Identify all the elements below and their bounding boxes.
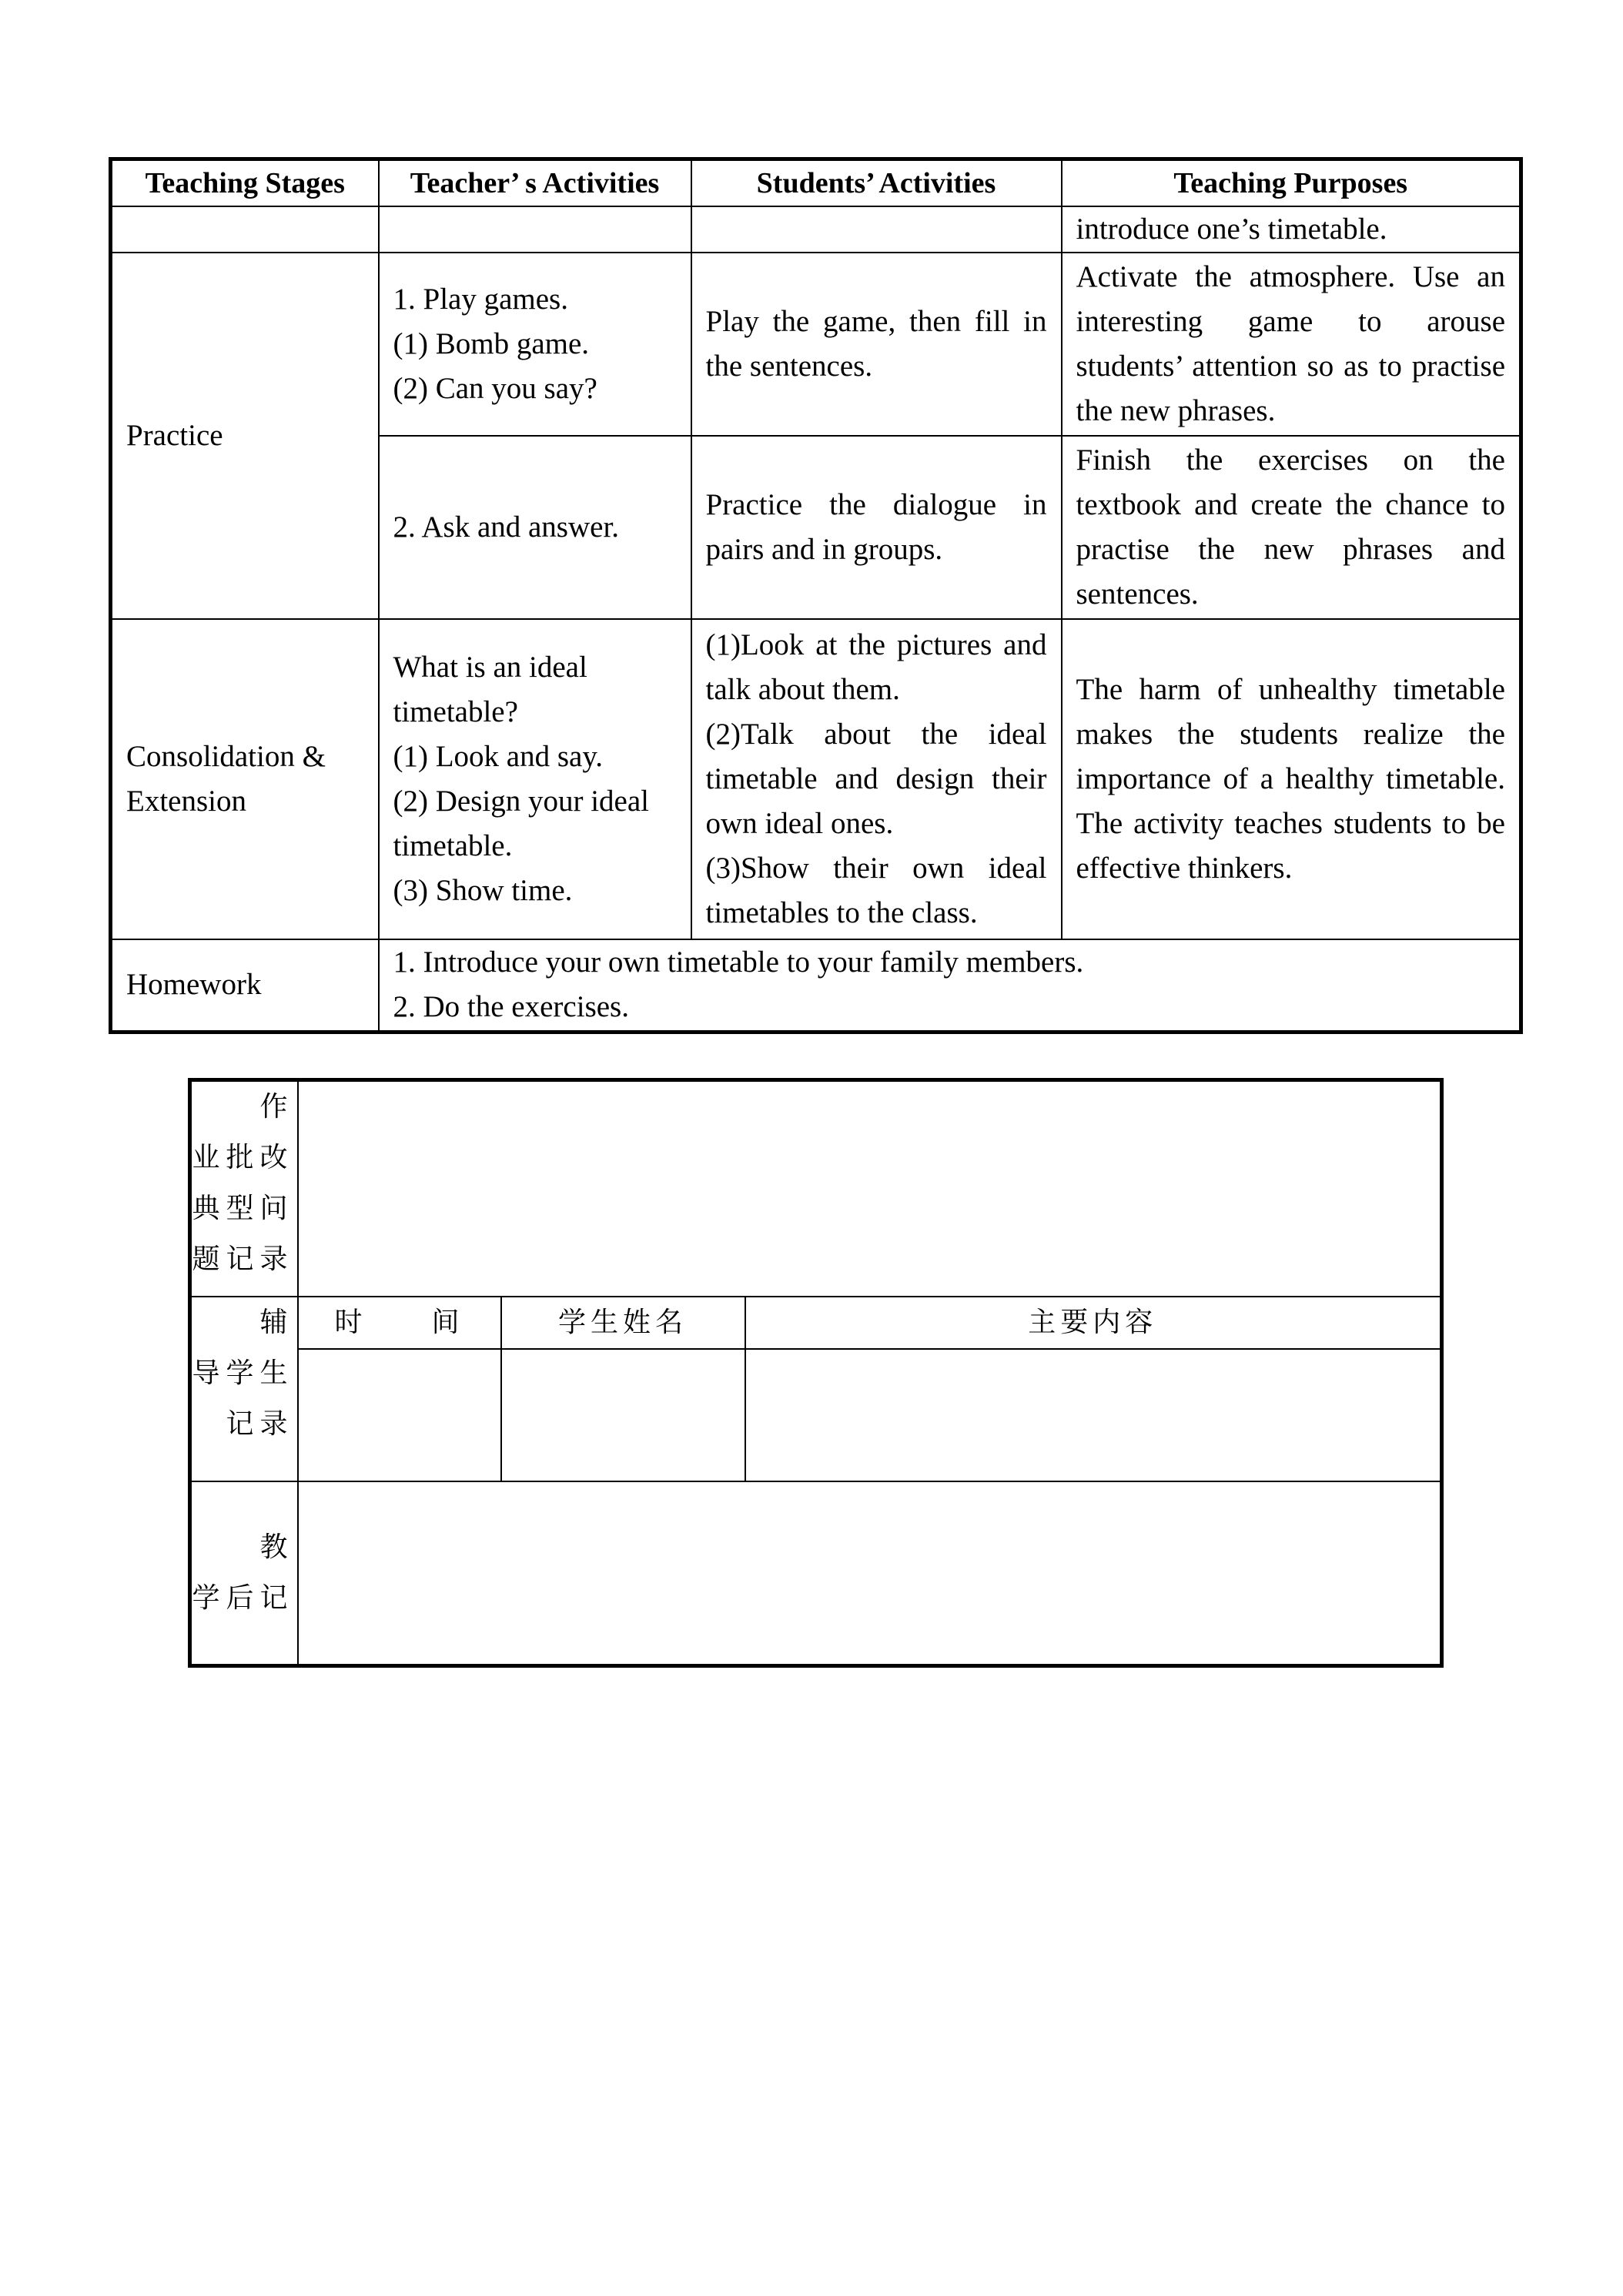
list-item: (3)Show their own ideal timetables to the class. [705, 852, 1047, 929]
table-row [190, 1297, 1442, 1349]
reflection-field[interactable] [298, 1481, 1442, 1666]
stage-consolidation-extension: Consolidation & Extension [111, 619, 379, 939]
practice-teaching-purpose-2: Finish the exercises on the textbook and create the chance to practise the new phrases and sentences. [1062, 436, 1521, 619]
consolidation-teaching-purpose: The harm of unhealthy timetable makes the students realize the importance of a healthy timetable. The activity teaches students to be effective thinkers. [1062, 619, 1521, 939]
list-item: 1. Play games. [393, 283, 568, 316]
homework-issues-label: 作 业批改 典型问 题记录 [190, 1080, 298, 1297]
table-row [190, 1349, 1442, 1481]
header-teaching-purposes: Teaching Purposes [1062, 159, 1521, 207]
practice-teacher-activity-2: 2. Ask and answer. [379, 436, 691, 619]
header-teaching-stages: Teaching Stages [111, 159, 379, 207]
table-row [111, 619, 1521, 939]
list-item: (3) Show time. [393, 874, 573, 907]
practice-teacher-activities [379, 253, 691, 436]
continued-purpose-cell: introduce one’s timetable. [1062, 206, 1521, 253]
empty-cell [111, 206, 379, 253]
lesson-plan-table [109, 157, 1523, 1034]
list-item: (2)Talk about the ideal timetable and design their own ideal ones. [705, 718, 1047, 840]
consolidation-students-activities [691, 619, 1062, 939]
table-row [111, 939, 1521, 1032]
empty-cell [691, 206, 1062, 253]
table-row [111, 253, 1521, 436]
homework-issues-field[interactable] [298, 1080, 1442, 1297]
tutoring-time-field[interactable] [298, 1349, 501, 1481]
teaching-record-table [188, 1078, 1444, 1668]
list-item: (1) Bomb game. [393, 327, 590, 360]
tutoring-header-student-name: 学生姓名 [501, 1297, 745, 1349]
empty-cell [379, 206, 691, 253]
tutoring-main-content-field[interactable] [745, 1349, 1442, 1481]
tutoring-header-main-content: 主要内容 [745, 1297, 1442, 1349]
list-item: 1. Introduce your own timetable to your family members. [393, 946, 1084, 979]
reflection-label: 教 学后记 [190, 1481, 298, 1666]
stage-practice: Practice [111, 253, 379, 619]
table-row [190, 1481, 1442, 1666]
stage-homework: Homework [111, 939, 379, 1032]
list-item: (1) Look and say. [393, 740, 604, 773]
list-item: 2. Do the exercises. [393, 990, 629, 1024]
header-teachers-activities: Teacher’ s Activities [379, 159, 691, 207]
list-item: What is an ideal timetable? [393, 651, 587, 728]
tutoring-label: 辅 导学生 记录 [190, 1297, 298, 1481]
table-row [111, 206, 1521, 253]
list-item: (2) Design your ideal timetable. [393, 785, 649, 862]
practice-students-activity-2: Practice the dialogue in pairs and in groups. [691, 436, 1062, 619]
practice-teaching-purpose: Activate the atmosphere. Use an interesting game to arouse students’ attention so as to practise the new phrases. [1062, 253, 1521, 436]
list-item: (2) Can you say? [393, 372, 597, 405]
header-students-activities: Students’ Activities [691, 159, 1062, 207]
homework-items [379, 939, 1521, 1032]
table-row [190, 1080, 1442, 1297]
consolidation-teacher-activities [379, 619, 691, 939]
practice-students-activities: Play the game, then fill in the sentences. [691, 253, 1062, 436]
tutoring-header-time: 时 间 [298, 1297, 501, 1349]
table-header-row [111, 159, 1521, 207]
tutoring-student-name-field[interactable] [501, 1349, 745, 1481]
list-item: (1)Look at the pictures and talk about them. [705, 628, 1047, 706]
